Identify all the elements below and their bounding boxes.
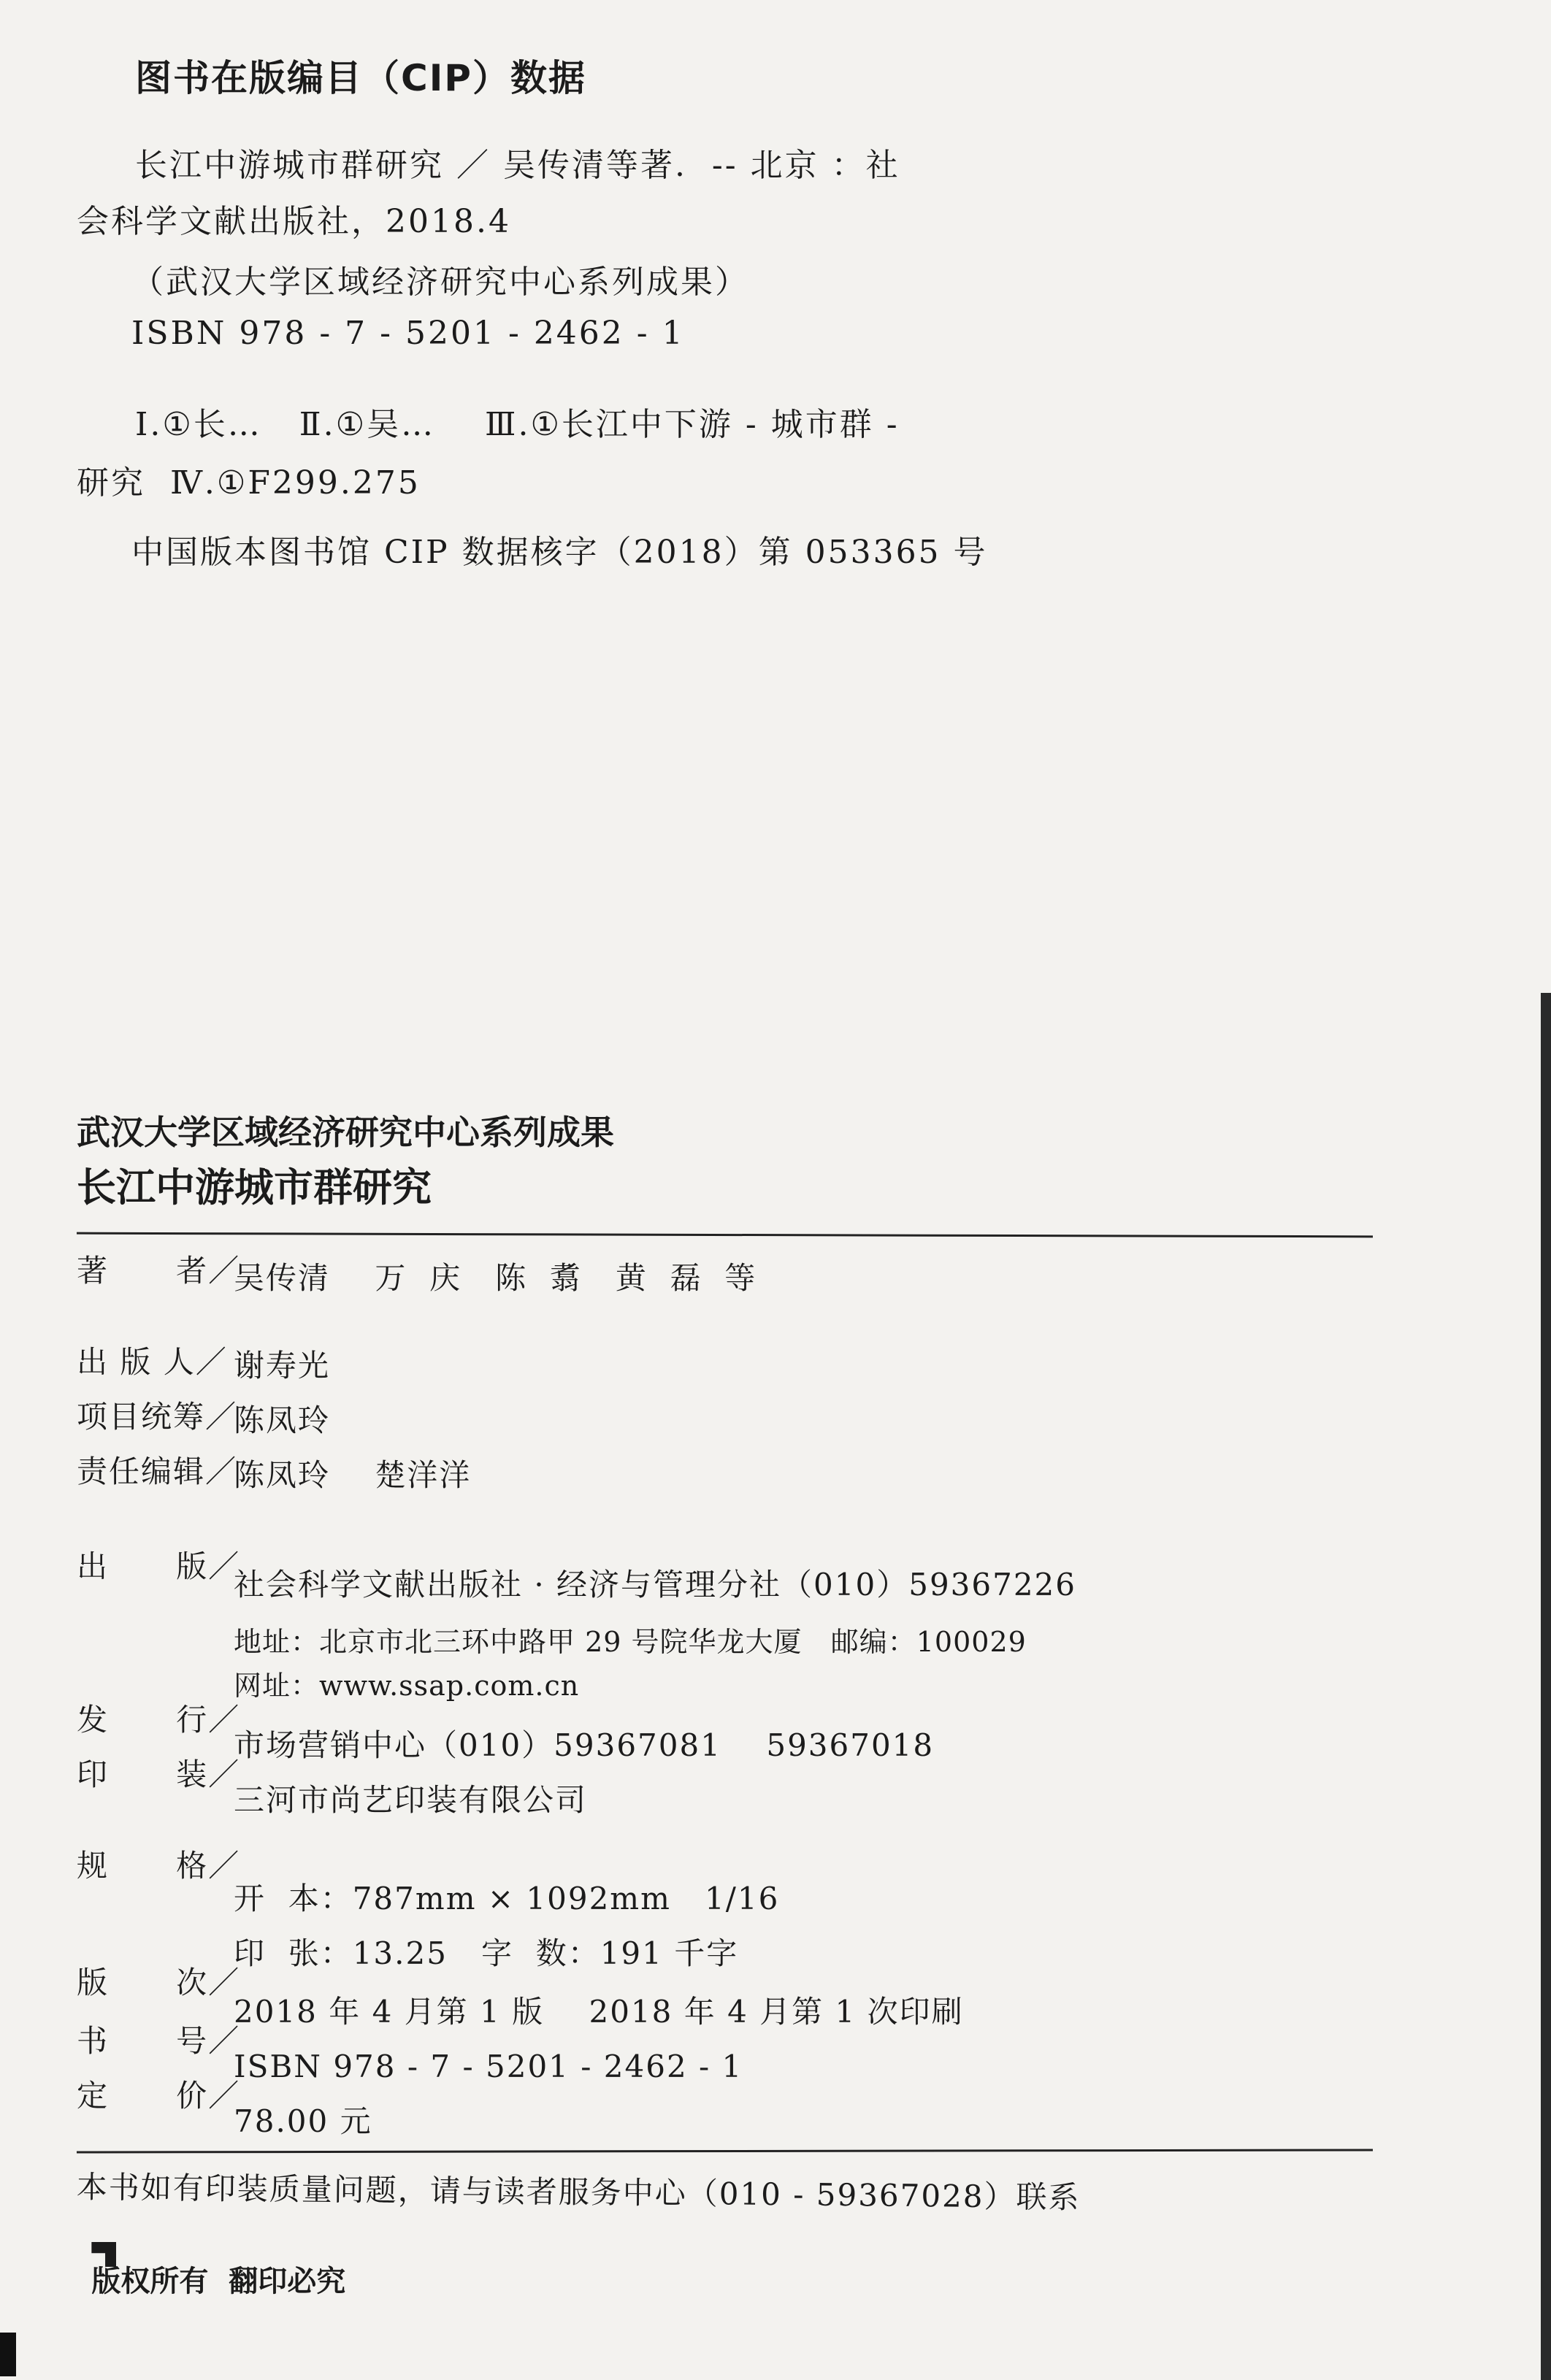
cip-line-1: 长江中游城市群研究 ／ 吴传清等著. -- 北京 ：社 [135,147,900,184]
distribute-label: 发 行／ [77,1702,241,1738]
print-label: 印 装／ [77,1757,241,1792]
spec-value-2: 印 张：13.25 字 数：191 千字 [234,1935,739,1971]
divider-bottom [77,2149,1373,2153]
price-label: 定 价／ [77,2078,241,2114]
book-title: 长江中游城市群研究 [77,1164,432,1210]
edition-label: 版 次／ [77,1965,241,2000]
cip-line-6: 研究 Ⅳ.①F299.275 [77,464,421,502]
publisher-address: 地址：北京市北三环中路甲 29 号院华龙大厦 邮编：100029 [234,1626,1027,1658]
publisher-website: 网址：www.ssap.com.cn [234,1670,580,1702]
price-value: 78.00 元 [234,2103,372,2139]
editor-value: 陈凤玲 楚洋洋 [234,1457,472,1493]
editor-label: 责任编辑／ [77,1454,238,1489]
isbn-value: ISBN 978 - 7 - 5201 - 2462 - 1 [234,2049,743,2084]
cip-line-7: 中国版本图书馆 CIP 数据核字（2018）第 053365 号 [131,534,988,571]
project-value: 陈凤玲 [234,1402,331,1438]
publish-label: 出 版／ [77,1548,241,1584]
cip-line-4: ISBN 978 - 7 - 5201 - 2462 - 1 [131,315,685,352]
author-label: 著 者／ [77,1253,241,1289]
copyright-row [77,2230,345,2308]
cip-heading: 图书在版编目（CIP）数据 [135,57,586,99]
spec-label: 规 格／ [77,1848,241,1884]
divider-top [77,1232,1373,1238]
crop-mark [0,2333,16,2376]
series-name: 武汉大学区域经济研究中心系列成果 [77,1113,614,1152]
author-value: 吴传清 万 庆 陈 翥 黄 磊 等 [234,1260,757,1296]
distribute-value: 市场营销中心（010）59367081 59367018 [234,1727,935,1763]
publisher-person-label: 出 版 人／ [77,1344,228,1380]
publish-value: 社会科学文献出版社 · 经济与管理分社（010）59367226 [234,1567,1076,1602]
copyright-text: 版权所有 翻印必究 [91,2265,346,2298]
spec-value: 开 本：787mm × 1092mm 1/16 [234,1881,780,1916]
publisher-person-value: 谢寿光 [234,1348,331,1383]
edition-value: 2018 年 4 月第 1 版 2018 年 4 月第 1 次印刷 [234,1994,964,2030]
print-value: 三河市尚艺印装有限公司 [234,1782,588,1818]
cip-line-3: （武汉大学区域经济研究中心系列成果） [131,264,749,301]
isbn-label: 书 号／ [77,2023,241,2059]
project-label: 项目统筹／ [77,1399,238,1435]
page-edge-shadow [1541,993,1551,2380]
quality-notice: 本书如有印装质量问题，请与读者服务中心（010 - 59367028）联系 [76,2169,1081,2216]
ssap-logo-icon [91,2242,116,2267]
cip-line-5: Ⅰ.①长… Ⅱ.①吴… Ⅲ.①长江中下游 - 城市群 - [135,406,900,443]
cip-line-2: 会科学文献出版社，2018.4 [77,203,511,240]
